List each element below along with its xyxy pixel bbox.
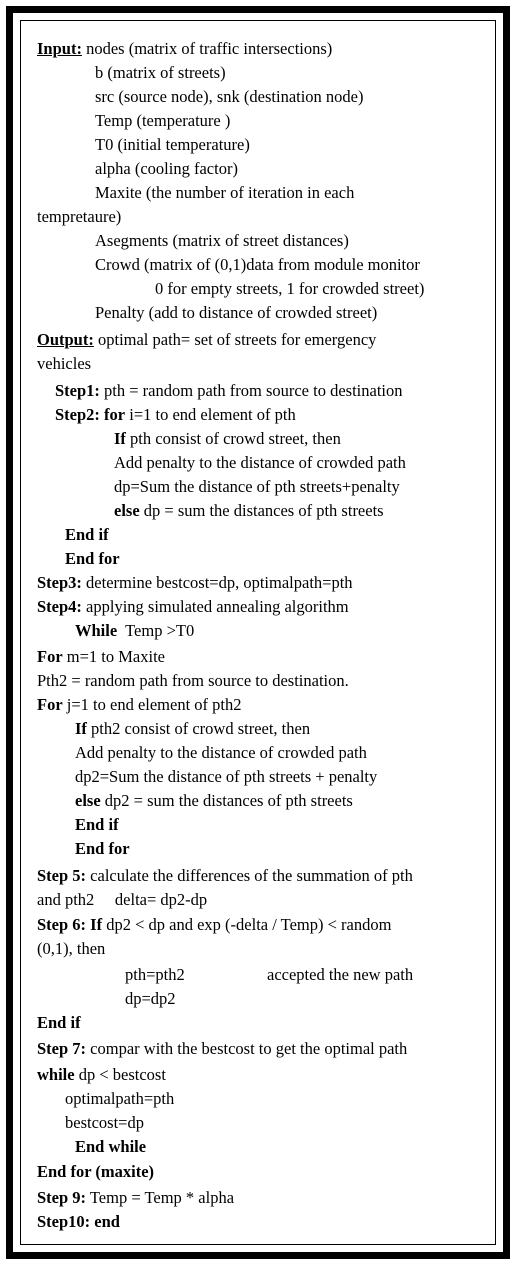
step10-end: end [94,1212,120,1231]
output-heading: Output: [37,330,94,349]
input-item: Maxite (the number of iteration in each [95,183,355,202]
for-m-line [37,647,165,667]
for-j-line [37,695,242,715]
while-keyword: while [37,1065,75,1084]
algorithm-box [20,20,496,1245]
step2-line-a: Add penalty to the distance of crowded path [114,453,406,472]
step2-if-line [114,429,341,449]
end-while: End while [75,1137,147,1156]
input-item: Asegments (matrix of street distances) [95,231,349,250]
if2-line [75,719,310,739]
while-keyword: While [75,621,118,640]
for-j-text: j=1 to end element of pth2 [66,695,242,714]
step6-note: accepted the new path [267,965,414,984]
input-item: b (matrix of streets) [95,63,226,82]
for-keyword: For [37,695,63,714]
input-item: Temp (temperature ) [95,111,231,130]
step7-label: Step 7: [37,1039,87,1058]
pth2-line: Pth2 = random path from source to destination. [37,671,349,690]
end-if: End if [37,1013,81,1032]
step6-line [37,915,391,935]
else-keyword: else [75,791,101,810]
else2-text: dp2 = sum the distances of pth streets [104,791,353,810]
step2-else-line [114,501,384,521]
input-heading: Input: [37,39,82,58]
for-keyword: for [104,405,126,424]
end-for-maxite: End for (maxite) [37,1162,155,1181]
step4-line [37,597,349,617]
inner-line-b: dp2=Sum the distance of pth streets + penalty [75,767,378,786]
input-item: tempretaure) [37,207,122,226]
if-keyword: If [90,915,103,934]
step6-assign-2: dp=dp2 [125,989,176,1008]
step6-assign-1: pth=pth2 [125,965,185,984]
input-item: src (source node), snk (destination node) [95,87,364,106]
step1-line [55,381,403,401]
step7-text: compar with the bestcost to get the optimal path [90,1039,408,1058]
step7-while-line [37,1065,166,1085]
input-item: nodes (matrix of traffic intersections) [86,39,333,58]
step1-text: pth = random path from source to destination [104,381,403,400]
step2-if-text: pth consist of crowd street, then [130,429,341,448]
step6-if-text: dp2 < dp and exp (-delta / Temp) < random [106,915,392,934]
for-m-text: m=1 to Maxite [66,647,165,666]
output-line [37,330,376,350]
input-item: 0 for empty streets, 1 for crowded street) [155,279,425,298]
if-keyword: If [75,719,87,738]
step2-label: Step2: [55,405,100,424]
if2-text: pth2 consist of crowd street, then [91,719,311,738]
step2-else-text: dp = sum the distances of pth streets [143,501,384,520]
step1-label: Step1: [55,381,100,400]
end-for: End for [75,839,130,858]
else2-line [75,791,353,811]
step10-line [37,1212,120,1232]
step5-text-2: and pth2 delta= dp2-dp [37,890,208,909]
step5-label: Step 5: [37,866,87,885]
step4-text: applying simulated annealing algorithm [86,597,349,616]
output-text: vehicles [37,354,92,373]
step10-label: Step10: [37,1212,91,1231]
step2-line-b: dp=Sum the distance of pth streets+penalty [114,477,400,496]
step9-label: Step 9: [37,1188,87,1207]
input-item: alpha (cooling factor) [95,159,238,178]
inner-line-a: Add penalty to the distance of crowded path [75,743,367,762]
end-if: End if [65,525,109,544]
input-item: Penalty (add to distance of crowded street) [95,303,378,322]
for-keyword: For [37,647,63,666]
input-item: T0 (initial temperature) [95,135,250,154]
input-item: Crowd (matrix of (0,1)data from module monitor [95,255,420,274]
step5-line [37,866,413,886]
step7-assign-2: bestcost=dp [65,1113,144,1132]
step3-text: determine bestcost=dp, optimalpath=pth [86,573,353,592]
step5-text: calculate the differences of the summation of pth [90,866,413,885]
end-if: End if [75,815,119,834]
step4-label: Step4: [37,597,82,616]
step2-line [55,405,296,425]
algorithm-frame [6,6,510,1259]
step7-assign-1: optimalpath=pth [65,1089,175,1108]
if-keyword: If [114,429,126,448]
step9-text: Temp = Temp * alpha [89,1188,235,1207]
step9-line [37,1188,234,1208]
step6-label: Step 6: [37,915,87,934]
step7-while-text: dp < bestcost [78,1065,166,1084]
step4-while-text: Temp >T0 [125,621,195,640]
end-for: End for [65,549,120,568]
step3-label: Step3: [37,573,82,592]
output-text: optimal path= set of streets for emergency [97,330,377,349]
step3-line [37,573,353,593]
input-line [37,39,332,59]
step6-text-2: (0,1), then [37,939,106,958]
else-keyword: else [114,501,140,520]
step4-while-line [75,621,194,641]
step2-for-text: i=1 to end element of pth [129,405,296,424]
step7-line [37,1039,407,1059]
